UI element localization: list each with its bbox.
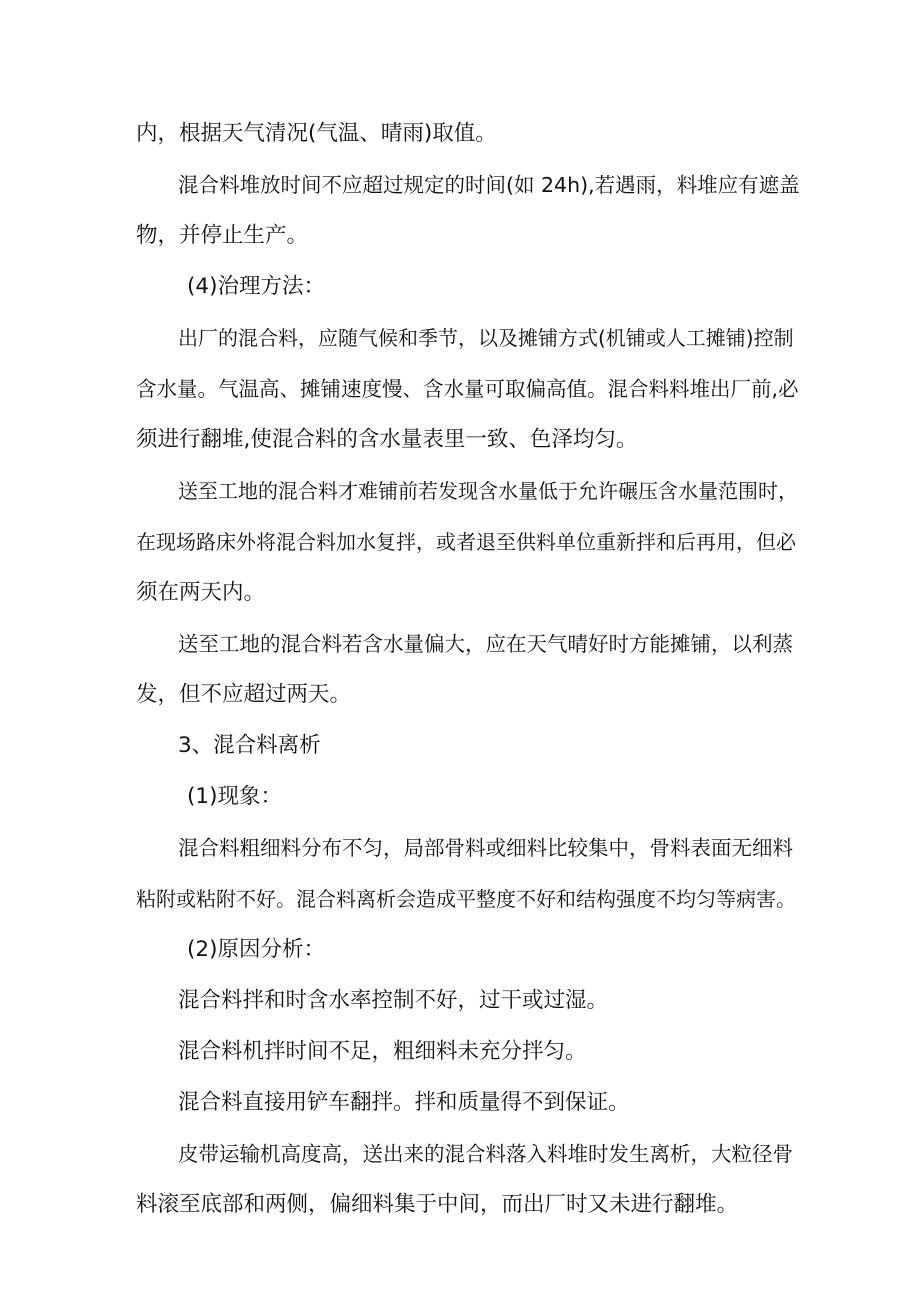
text-line: 皮带运输机高度高，送出来的混合料落入料堆时发生离析，大粒径骨 <box>178 1142 793 1166</box>
text-line: 送至工地的混合料若含水量偏大，应在天气晴好时方能摊铺，以利蒸 <box>178 632 793 656</box>
text-line: 混合料堆放时间不应超过规定的时间(如 24h),若遇雨，料堆应有遮盖 <box>178 173 800 197</box>
text-line: 混合料拌和时含水率控制不好，过干或过湿。 <box>178 988 609 1013</box>
text-line: 在现场路床外将混合料加水复拌，或者退至供料单位重新拌和后再用，但必 <box>136 530 796 554</box>
text-line: (1)现象： <box>187 784 282 809</box>
text-line: 粘附或粘附不好。混合料离析会造成平整度不好和结构强度不均匀等病害。 <box>136 887 796 911</box>
text-line: 混合料粗细料分布不匀，局部骨料或细料比较集中，骨料表面无细料 <box>178 836 793 860</box>
text-line: 发，但不应超过两天。 <box>136 682 352 707</box>
text-line: (4)治理方法： <box>187 274 325 299</box>
text-line: 物，并停止生产。 <box>136 223 309 248</box>
text-line: 出厂的混合料，应随气候和季节，以及摊铺方式(机铺或人工摊铺)控制 <box>178 326 794 350</box>
text-line: 料滚至底部和两侧，偏细料集于中间，而出厂时又未进行翻堆。 <box>136 1192 739 1217</box>
text-line: 须在两天内。 <box>136 580 266 605</box>
text-line: 含水量。气温高、摊铺速度慢、含水量可取偏高值。混合料料堆出厂前,必 <box>136 377 799 401</box>
text-line: 须进行翻堆,使混合料的含水量表里一致、色泽均匀。 <box>136 427 638 452</box>
text-line: 混合料直接用铲车翻拌。拌和质量得不到保证。 <box>178 1090 630 1115</box>
text-line: 3、混合料离析 <box>178 733 321 758</box>
text-line: 内，根据天气清况(气温、晴雨)取值。 <box>136 121 497 146</box>
text-line: 混合料机拌时间不足，粗细料未充分拌匀。 <box>178 1039 587 1064</box>
text-line: (2)原因分析： <box>187 937 325 962</box>
text-line: 送至工地的混合料才难铺前若发现含水量低于允许碾压含水量范围时， <box>178 479 798 503</box>
